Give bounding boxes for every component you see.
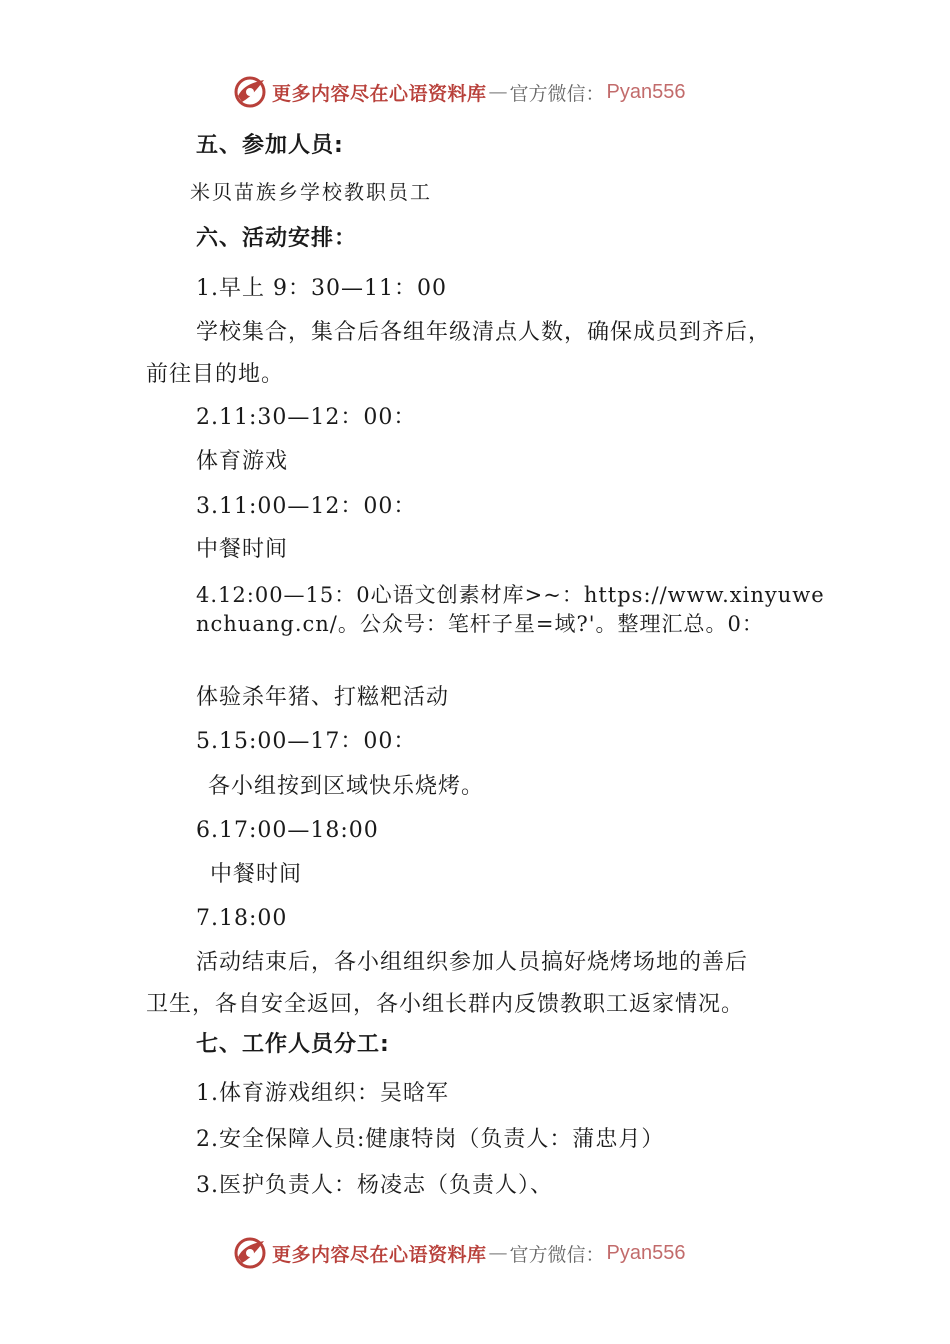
schedule-1-time: 1.早上 9：30—11：00	[196, 276, 447, 301]
heading-participants: 五、参加人员:	[196, 133, 344, 158]
heading-staff-roles: 七、工作人员分工:	[196, 1032, 390, 1057]
staff-role-3: 3.医护负责人：杨凌志（负责人）、	[196, 1173, 553, 1198]
schedule-7-desc-b: 卫生，各自安全返回，各小组长群内反馈教职工返家情况。	[146, 992, 745, 1017]
schedule-4-time: 4.12:00—15：0心语文创素材库>~：https://www.xinyuwenchuang.cn/。公众号：笔杆子星=域?'。整理汇总。0：	[196, 583, 825, 636]
header-banner	[232, 72, 732, 112]
banner-wechat-id: Pyan556	[606, 1241, 686, 1264]
staff-role-1: 1.体育游戏组织：吴晗军	[196, 1081, 449, 1106]
participants-text: 米贝苗族乡学校教职员工	[190, 180, 432, 204]
logo-icon	[232, 74, 268, 110]
banner-wechat-label: 官方微信：	[509, 1243, 605, 1266]
schedule-5-desc: 各小组按到区域快乐烧烤。	[208, 774, 485, 799]
schedule-1-desc-a: 学校集合，集合后各组年级清点人数，确保成员到齐后，	[196, 320, 772, 345]
banner-wechat-label: 官方微信：	[509, 82, 605, 105]
schedule-2-time: 2.11:30—12：00：	[196, 405, 417, 430]
schedule-7-desc-a: 活动结束后，各小组组织参加人员搞好烧烤场地的善后	[196, 950, 749, 975]
schedule-6-desc: 中餐时间	[210, 862, 303, 887]
schedule-1-desc-b: 前往目的地。	[146, 362, 285, 387]
footer-banner	[232, 1233, 732, 1273]
schedule-5-time: 5.15:00—17：00：	[196, 729, 417, 754]
banner-wechat-id: Pyan556	[606, 80, 686, 103]
banner-separator: —	[488, 1242, 508, 1264]
logo-icon	[232, 1235, 268, 1271]
banner-title: 更多内容尽在心语资料库	[272, 1243, 487, 1266]
schedule-3-desc: 中餐时间	[196, 537, 289, 562]
schedule-3-time: 3.11:00—12：00：	[196, 494, 417, 519]
banner-title: 更多内容尽在心语资料库	[272, 82, 487, 105]
schedule-7-time: 7.18:00	[196, 906, 288, 931]
schedule-4-desc: 体验杀年猪、打糍粑活动	[196, 685, 450, 710]
schedule-2-desc: 体育游戏	[196, 449, 289, 474]
banner-separator: —	[488, 81, 508, 103]
schedule-6-time: 6.17:00—18:00	[196, 818, 379, 843]
heading-schedule: 六、活动安排：	[196, 226, 358, 251]
staff-role-2: 2.安全保障人员:健康特岗（负责人：蒲忠月）	[196, 1127, 665, 1152]
